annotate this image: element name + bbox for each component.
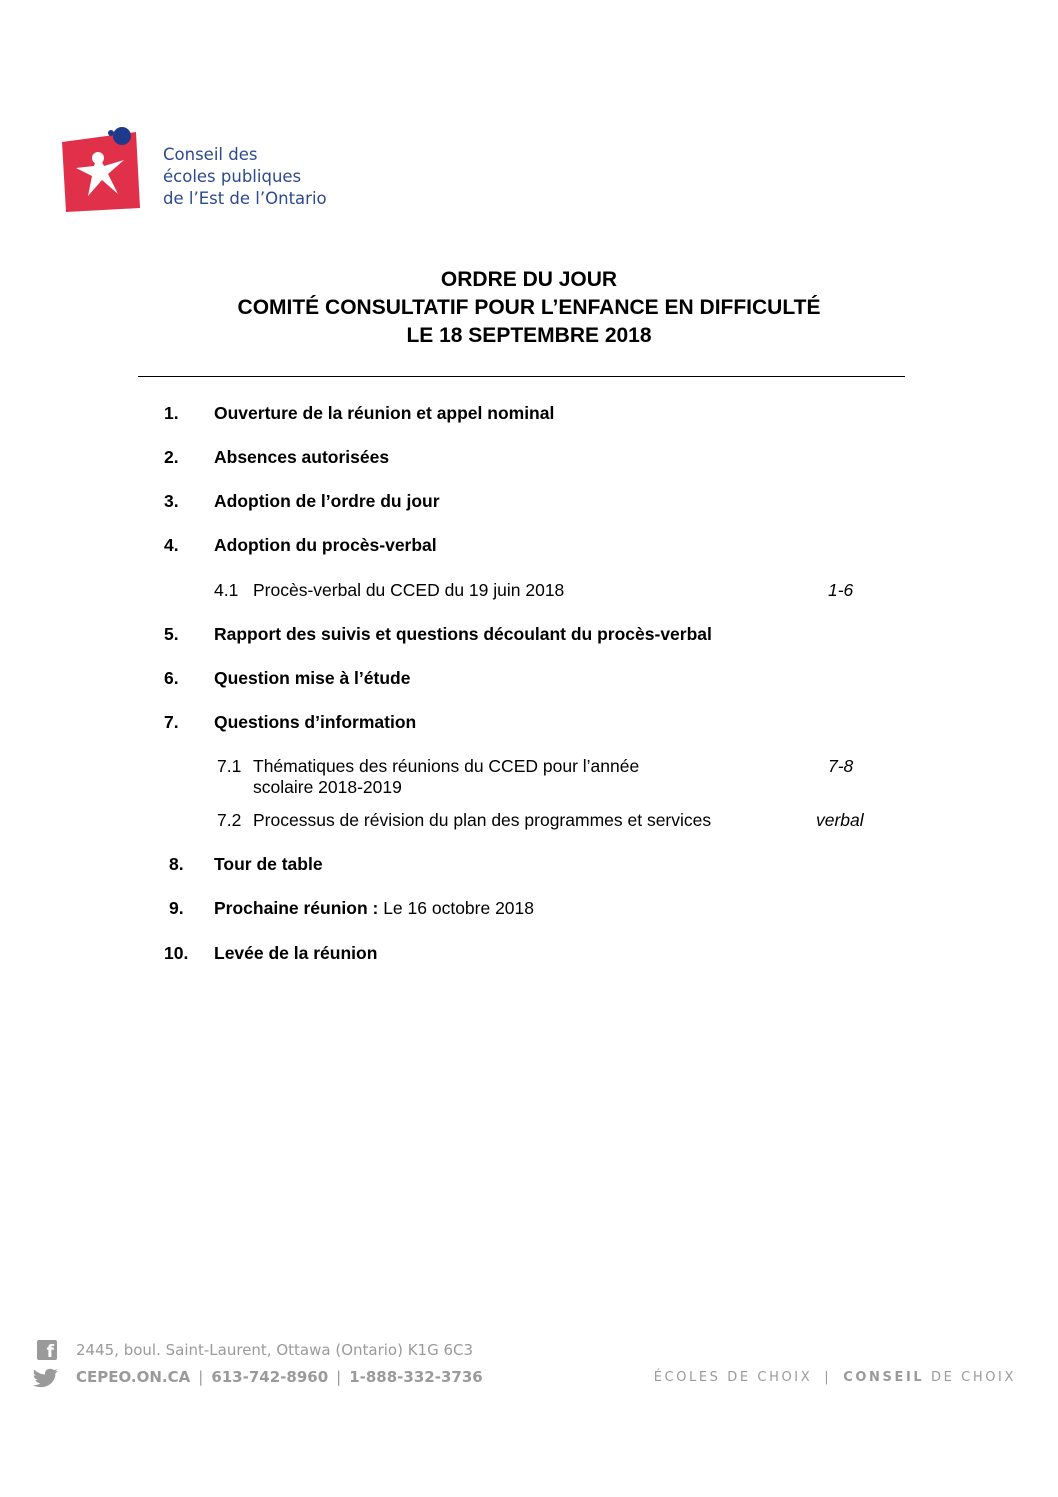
agenda-item-number: 5.: [164, 624, 179, 644]
agenda-item-label: [214, 898, 534, 919]
agenda-sub-item-page: 7-8: [828, 756, 854, 776]
footer-phone-2: 1-888-332-3736: [349, 1368, 483, 1386]
agenda-item-label: Rapport des suivis et questions découlant du procès-verbal: [214, 624, 712, 644]
agenda-sub-item-label: Thématiques des réunions du CCED pour l’année scolaire 2018-2019: [253, 756, 640, 797]
agenda-item-label: Ouverture de la réunion et appel nominal: [214, 403, 555, 423]
footer-tagline-separator: |: [824, 1370, 832, 1385]
agenda-item-number: 3.: [164, 491, 179, 511]
title-line-2: COMITÉ CONSULTATIF POUR L’ENFANCE EN DIFFICULTÉ: [237, 296, 821, 319]
document-title: [0, 266, 1058, 350]
footer-separator: |: [336, 1368, 342, 1386]
agenda-item-number: 1.: [164, 403, 179, 423]
logo-text-line-3: de l’Est de l’Ontario: [163, 189, 327, 208]
agenda-sub-item-number: 4.1: [214, 580, 239, 600]
footer-separator: |: [198, 1368, 204, 1386]
agenda-item-number: 9.: [169, 898, 184, 918]
agenda-item-label: Tour de table: [214, 854, 323, 874]
agenda-item-label-rest: Le 16 octobre 2018: [378, 898, 535, 918]
agenda-item-number: 7.: [164, 712, 179, 732]
footer-address: 2445, boul. Saint-Laurent, Ottawa (Ontario) K1G 6C3: [76, 1341, 474, 1359]
title-line-1: ORDRE DU JOUR: [440, 268, 618, 291]
twitter-icon[interactable]: [33, 1368, 59, 1388]
footer-tagline-left: ÉCOLES DE CHOIX: [653, 1370, 813, 1385]
agenda-item-label: Adoption de l’ordre du jour: [214, 491, 440, 511]
agenda-item-label: Questions d’information: [214, 712, 417, 732]
agenda-item-number: 6.: [164, 668, 179, 688]
agenda-item-label: Levée de la réunion: [214, 943, 378, 963]
logo-text: [163, 144, 327, 210]
agenda-item-label: Question mise à l’étude: [214, 668, 411, 688]
agenda-sub-item-label: Processus de révision du plan des programmes et services: [253, 810, 712, 830]
title-divider: [138, 376, 905, 377]
footer-contact: [76, 1367, 483, 1387]
agenda-sub-item-page: verbal: [816, 810, 864, 830]
agenda-item-label-bold: Prochaine réunion :: [214, 898, 379, 918]
footer-tagline: [654, 1368, 1016, 1388]
cepeo-logo: [62, 124, 362, 216]
agenda-item-number: 2.: [164, 447, 179, 467]
footer-phone-1: 613-742-8960: [211, 1368, 329, 1386]
footer-tagline-right-bold: CONSEIL: [843, 1370, 925, 1385]
footer-tagline-right: DE CHOIX: [931, 1370, 1016, 1385]
agenda-sub-item-label: Procès-verbal du CCED du 19 juin 2018: [253, 580, 565, 600]
agenda-sub-item-page: 1-6: [828, 580, 854, 600]
agenda-item-number: 4.: [164, 535, 179, 555]
agenda-sub-item-number: 7.1: [217, 756, 242, 776]
logo-text-line-1: Conseil des: [163, 145, 258, 164]
facebook-icon[interactable]: f: [37, 1340, 57, 1360]
agenda-item-label: Adoption du procès-verbal: [214, 535, 437, 555]
agenda-item-number: 8.: [169, 854, 184, 874]
agenda-item-number: 10.: [164, 943, 189, 963]
footer-website-link[interactable]: CEPEO.ON.CA: [76, 1368, 191, 1386]
logo-text-line-2: écoles publiques: [163, 167, 302, 186]
title-line-3: LE 18 SEPTEMBRE 2018: [406, 324, 652, 347]
agenda-item-label: Absences autorisées: [214, 447, 390, 467]
agenda-sub-item-number: 7.2: [217, 810, 242, 830]
page-footer: [0, 1336, 1058, 1396]
cepeo-logo-mark: [62, 124, 144, 214]
